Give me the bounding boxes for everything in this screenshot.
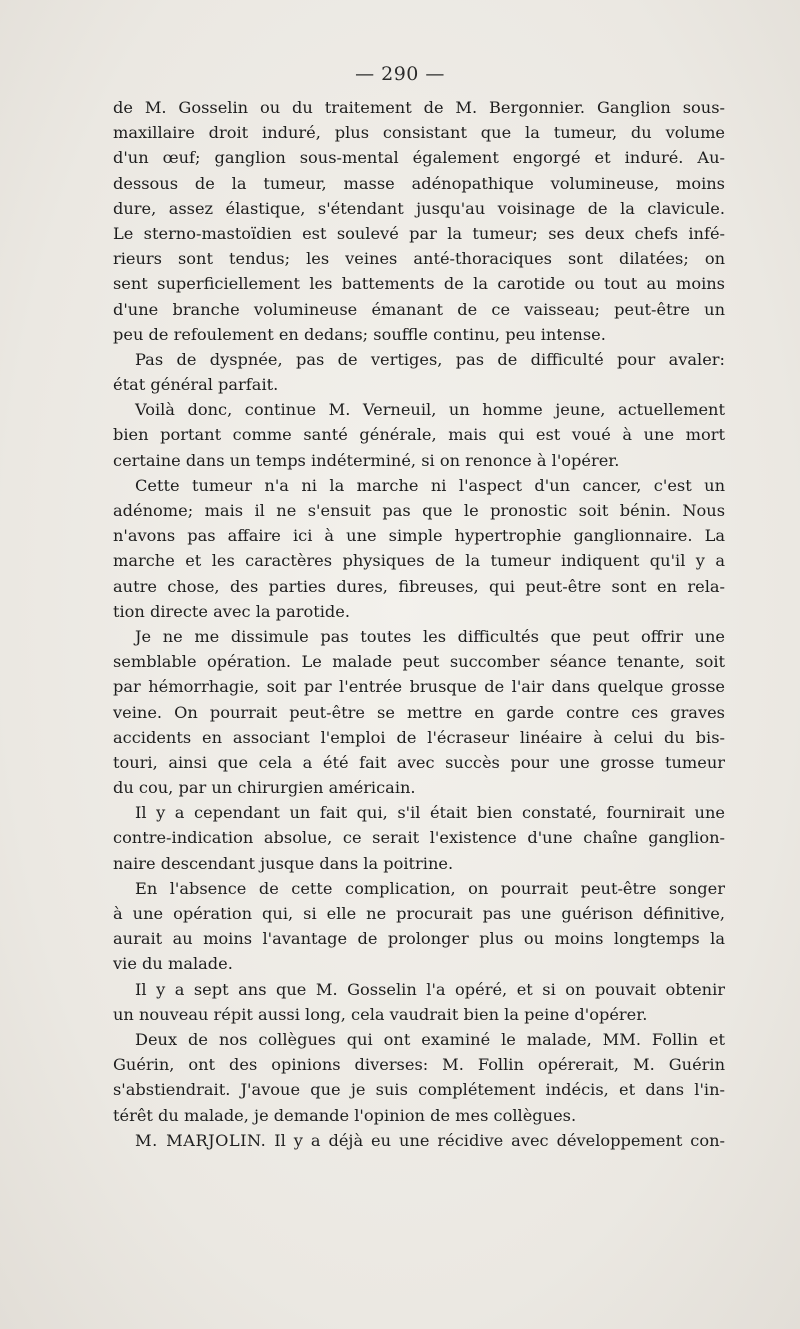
text-line: marche et les caractères physiques de la tumeur indiquent qu'il y a — [113, 551, 725, 571]
text-line-final — [113, 1128, 725, 1153]
text-line: s'abstiendrait. J'avoue que je suis complétement indécis, et dans l'in- — [113, 1080, 725, 1100]
text-line: certaine dans un temps indéterminé, si on renonce à l'opérer. — [113, 450, 620, 470]
text-line: Pas de dyspnée, pas de vertiges, pas de difficulté pour avaler: — [135, 349, 725, 369]
body-text — [113, 95, 725, 1153]
text-line: Je ne me dissimule pas toutes les difficultés que peut offrir une — [135, 626, 725, 646]
text-line: rieurs sont tendus; les veines anté-thoraciques sont dilatées; on — [113, 249, 725, 269]
text-line: à une opération qui, si elle ne procurait pas une guérison définitive, — [113, 904, 725, 923]
text-line: térêt du malade, je demande l'opinion de mes collègues. — [113, 1105, 577, 1125]
text-line: maxillaire droit induré, plus consistant que la tumeur, du volume — [113, 123, 725, 143]
text-line: veine. On pourrait peut-être se mettre en garde contre ces graves — [113, 702, 725, 722]
text-line: sent superficiellement les battements de la carotide ou tout au moins — [113, 274, 725, 294]
text-line: un nouveau répit aussi long, cela vaudrait bien la peine d'opérer. — [113, 1004, 648, 1024]
text-line: Deux de nos collègues qui ont examiné le malade, MM. Follin et — [135, 1029, 725, 1049]
text-line: peu de refoulement en dedans; souffle continu, peu intense. — [113, 324, 606, 344]
text-line: contre-indication absolue, ce serait l'existence d'une chaîne ganglion- — [113, 828, 725, 848]
text-line: adénome; mais il ne s'ensuit pas que le pronostic soit bénin. Nous — [113, 501, 725, 520]
text-line: autre chose, des parties dures, fibreuses, qui peut-être sont en rela- — [113, 576, 725, 596]
text-line: Cette tumeur n'a ni la marche ni l'aspect d'un cancer, c'est un — [135, 475, 725, 495]
text-line: tion directe avec la parotide. — [113, 601, 350, 621]
text-line: Il y a sept ans que M. Gosselin l'a opéré, et si on pouvait obtenir — [135, 979, 725, 999]
text-line: En l'absence de cette complication, on pourrait peut-être songer — [135, 878, 725, 898]
text-line: Le sterno-mastoïdien est soulevé par la tumeur; ses deux chefs infé- — [113, 223, 725, 243]
text-line: vie du malade. — [113, 954, 233, 974]
text-line: d'une branche volumineuse émanant de ce vaisseau; peut-être un — [113, 299, 725, 319]
text-line: Voilà donc, continue M. Verneuil, un homme jeune, actuellement — [135, 400, 725, 420]
text-line: Guérin, ont des opinions diverses: M. Follin opérerait, M. Guérin — [113, 1055, 725, 1075]
page-number: — 290 — — [355, 63, 445, 85]
text-line: n'avons pas affaire ici à une simple hypertrophie ganglionnaire. La — [113, 526, 725, 546]
text-line: d'un œuf; ganglion sous-mental également engorgé et induré. Au- — [113, 148, 725, 168]
speaker-name: M. MARJOLIN. — [135, 1130, 267, 1150]
text-line: par hémorrhagie, soit par l'entrée brusque de l'air dans quelque grosse — [113, 677, 725, 697]
text-line: dure, assez élastique, s'étendant jusqu'au voisinage de la clavicule. — [113, 198, 725, 218]
text-line: touri, ainsi que cela a été fait avec succès pour une grosse tumeur — [113, 752, 725, 772]
text-line: de M. Gosselin ou du traitement de M. Bergonnier. Ganglion sous- — [113, 98, 725, 117]
text-line: aurait au moins l'avantage de prolonger plus ou moins longtemps la — [113, 929, 725, 949]
text-line: du cou, par un chirurgien américain. — [113, 778, 416, 798]
text-line: état général parfait. — [113, 375, 279, 395]
text-line: dessous de la tumeur, masse adénopathique volumineuse, moins — [113, 173, 725, 193]
text-line: bien portant comme santé générale, mais qui est voué à une mort — [113, 425, 725, 445]
text-line: Il y a cependant un fait qui, s'il était bien constaté, fournirait une — [135, 803, 725, 823]
text-line: accidents en associant l'emploi de l'écraseur linéaire à celui du bis- — [113, 727, 725, 747]
text-line: naire descendant jusque dans la poitrine. — [113, 853, 454, 873]
text-line: semblable opération. Le malade peut succomber séance tenante, soit — [113, 652, 725, 672]
speaker-text: Il y a déjà eu une récidive avec développement con- — [266, 1130, 725, 1150]
